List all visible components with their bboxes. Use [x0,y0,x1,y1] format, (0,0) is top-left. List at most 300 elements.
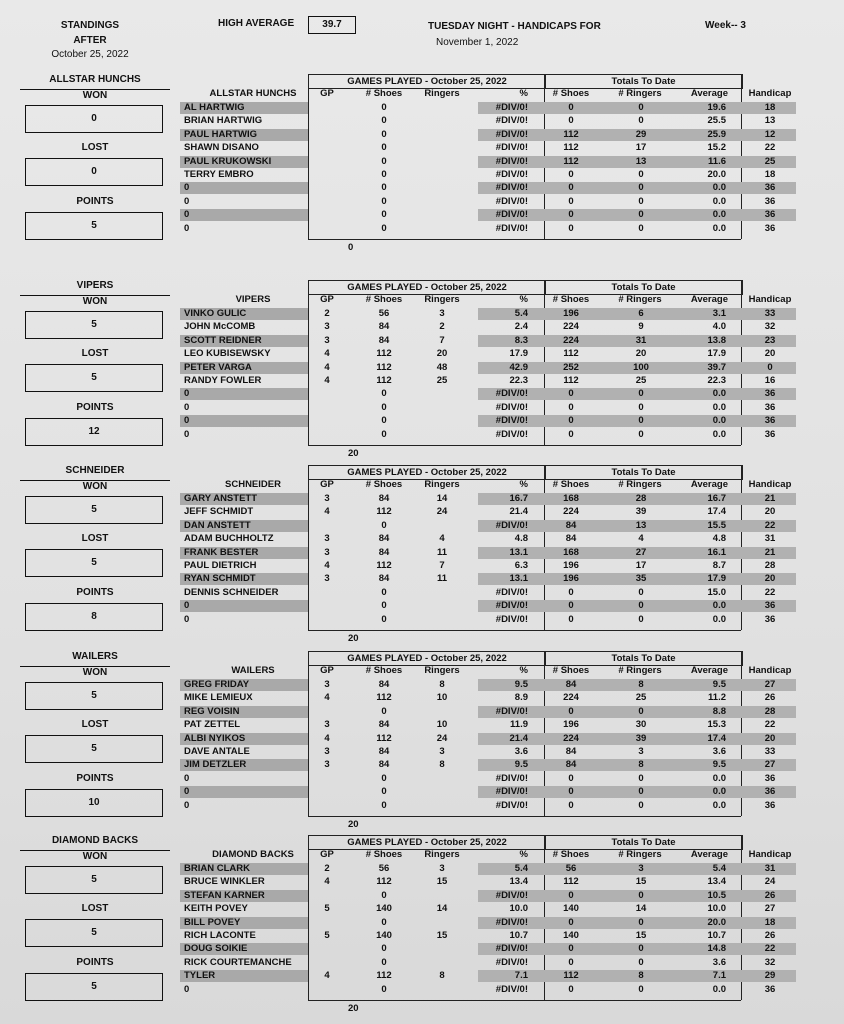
team-name-header: SCHNEIDER [225,479,281,490]
total-ringers-cell: 15 [635,876,647,888]
percent-cell: #DIV/0! [495,209,528,221]
shoes-cell: 112 [376,361,392,373]
player-name: DAN ANSTETT [184,519,251,531]
total-shoes-cell: 0 [568,943,574,955]
games-played-cell: 4 [324,732,330,744]
shoes-cell: 0 [381,956,387,968]
handicap-cell: 20 [764,732,776,744]
total-ringers-cell: 0 [638,182,644,194]
table-row [180,505,798,518]
team-stats-table [180,280,798,446]
total-shoes-cell: 140 [563,930,579,941]
ringers-cell: 24 [436,732,448,744]
percent-cell: 13.1 [509,573,528,585]
total-ringers-cell: 9 [638,321,644,333]
total-ringers-cell: 39 [635,506,647,518]
games-played-cell: 3 [324,573,330,585]
table-row [180,492,798,505]
table-row [180,195,798,208]
total-shoes-cell: 112 [563,876,579,888]
team-section [0,835,844,1015]
percent-cell: #DIV/0! [495,115,528,127]
totals-to-date-header: Totals To Date [544,74,743,89]
col-total-shoes-header: # Shoes [552,88,590,99]
player-name: GARY ANSTETT [184,493,258,504]
total-ringers-cell: 0 [638,388,644,400]
average-cell: 17.9 [707,348,726,360]
average-cell: 0.0 [712,613,726,625]
totals-to-date-header: Totals To Date [544,465,743,480]
totals-to-date-header: Totals To Date [544,280,743,295]
handicap-cell: 20 [764,348,776,360]
team-total-ringers: 20 [348,819,359,830]
games-played-cell: 4 [324,560,330,571]
total-ringers-cell: 0 [638,799,644,811]
total-ringers-cell: 0 [638,428,644,440]
team-total-ringers: 0 [348,242,354,253]
average-cell: 0.0 [712,222,726,234]
table-row [180,691,798,704]
total-ringers-cell: 4 [638,533,644,545]
total-shoes-cell: 0 [568,600,574,612]
average-cell: 39.7 [707,361,726,373]
ringers-cell: 3 [439,308,445,319]
player-name: TERRY EMBRO [184,169,254,180]
total-ringers-cell: 0 [638,415,644,427]
total-ringers-cell: 0 [638,586,644,598]
average-cell: 22.3 [707,375,726,386]
percent-cell: #DIV/0! [495,956,528,968]
average-cell: 3.6 [712,956,726,968]
handicap-cell: 36 [764,401,776,413]
percent-cell: #DIV/0! [495,983,528,995]
table-row [180,902,798,915]
grid-line [308,816,544,817]
total-ringers-cell: 0 [638,169,644,180]
table-row [180,519,798,532]
handicap-cell: 32 [764,321,776,333]
percent-cell: #DIV/0! [495,182,528,194]
handicap-cell: 22 [764,519,776,531]
shoes-cell: 0 [381,600,387,612]
team-name-left: SCHNEIDER [65,465,125,476]
table-row [180,875,798,888]
won-value: 5 [25,866,163,894]
shoes-cell: 0 [381,519,387,531]
handicap-cell: 36 [764,799,776,811]
shoes-cell: 112 [376,348,392,360]
handicap-cell: 36 [764,388,776,400]
player-name: 0 [184,415,190,427]
shoes-cell: 112 [376,732,392,744]
total-shoes-cell: 196 [563,573,579,585]
total-ringers-cell: 17 [635,142,647,154]
player-name: SCOTT REIDNER [184,334,262,346]
average-cell: 20.0 [707,169,726,180]
player-name: MIKE LEMIEUX [184,692,253,704]
handicap-cell: 36 [764,786,776,798]
player-name: 0 [184,222,190,234]
ringers-cell: 3 [439,863,445,874]
shoes-cell: 0 [381,128,387,140]
player-name: BRIAN HARTWIG [184,115,263,127]
table-row [180,128,798,141]
average-cell: 14.8 [707,943,726,955]
lost-value: 5 [25,549,163,577]
table-row [180,969,798,982]
percent-cell: #DIV/0! [495,889,528,901]
total-ringers-cell: 0 [638,222,644,234]
player-name: PAUL HARTWIG [184,128,258,140]
total-ringers-cell: 14 [635,903,647,915]
player-name: VINKO GULIC [184,308,247,319]
table-row [180,141,798,154]
team-record-panel [20,74,170,244]
team-stats-table [180,835,798,1001]
col-pct-header: % [519,479,528,490]
grid-line [544,816,741,817]
average-cell: 17.9 [707,573,726,585]
table-row [180,956,798,969]
table-row [180,772,798,785]
shoes-cell: 0 [381,983,387,995]
team-name-left: VIPERS [76,280,114,291]
grid-line [308,445,544,446]
total-ringers-cell: 0 [638,102,644,113]
shoes-cell: 0 [381,916,387,928]
total-shoes-cell: 84 [565,519,577,531]
shoes-cell: 0 [381,772,387,784]
handicap-cell: 36 [764,983,776,995]
col-average-header: Average [690,294,728,305]
ringers-cell: 24 [436,506,448,518]
col-handicap-header: Handicap [748,665,792,676]
won-label: WON [82,667,108,678]
player-name: BRIAN CLARK [184,863,250,874]
shoes-cell: 0 [381,401,387,413]
standings-header [35,20,145,61]
col-pct-header: % [519,665,528,676]
handicap-cell: 32 [764,956,776,968]
team-section [0,74,844,254]
lost-value: 5 [25,735,163,763]
total-ringers-cell: 0 [638,209,644,221]
games-played-cell: 4 [324,361,330,373]
handicap-cell: 22 [764,719,776,731]
average-cell: 3.1 [712,308,726,319]
page-title: TUESDAY NIGHT - HANDICAPS FOR [428,21,601,32]
col-handicap-header: Handicap [748,479,792,490]
table-row [180,613,798,626]
games-played-cell: 3 [324,493,330,504]
handicap-cell: 31 [764,533,776,545]
average-cell: 0.0 [712,600,726,612]
player-name: DAVE ANTALE [184,746,250,757]
percent-cell: #DIV/0! [495,772,528,784]
points-value: 8 [25,603,163,631]
total-shoes-cell: 84 [565,533,577,545]
shoes-cell: 0 [381,943,387,955]
col-pct-header: % [519,849,528,860]
total-shoes-cell: 112 [563,142,579,154]
average-cell: 3.6 [712,746,726,757]
percent-cell: #DIV/0! [495,102,528,113]
player-name: 0 [184,401,190,413]
player-name: 0 [184,388,190,400]
total-ringers-cell: 17 [635,560,647,571]
total-shoes-cell: 0 [568,222,574,234]
total-shoes-cell: 0 [568,983,574,995]
handicap-cell: 21 [764,493,776,504]
team-stats-table [180,74,798,240]
won-label: WON [82,851,108,862]
handicap-cell: 18 [764,916,776,928]
player-name: JIM DETZLER [184,759,247,771]
lost-label: LOST [81,903,109,914]
total-shoes-cell: 168 [563,546,579,558]
ringers-cell: 14 [436,493,448,504]
col-pct-header: % [519,294,528,305]
total-shoes-cell: 84 [565,746,577,757]
percent-cell: #DIV/0! [495,155,528,167]
ringers-cell: 8 [439,970,445,982]
player-name: STEFAN KARNER [184,889,265,901]
table-row [180,718,798,731]
handicap-cell: 27 [764,759,776,771]
table-row [180,862,798,875]
player-name: FRANK BESTER [184,546,259,558]
col-ringers-header: Ringers [424,479,460,490]
col-shoes-header: # Shoes [365,479,403,490]
percent-cell: #DIV/0! [495,799,528,811]
table-row [180,361,798,374]
table-row [180,532,798,545]
total-shoes-cell: 196 [563,308,579,319]
ringers-cell: 20 [436,348,448,360]
team-total-ringers: 20 [348,1003,359,1014]
lost-value: 5 [25,364,163,392]
average-cell: 0.0 [712,195,726,207]
col-shoes-header: # Shoes [365,849,403,860]
total-shoes-cell: 196 [563,719,579,731]
col-total-ringers-header: # Ringers [618,88,662,99]
handicap-cell: 16 [764,375,776,386]
percent-cell: 5.4 [514,863,528,874]
player-name: LEO KUBISEWSKY [184,348,271,360]
col-total-shoes-header: # Shoes [552,294,590,305]
col-average-header: Average [690,665,728,676]
table-row [180,916,798,929]
shoes-cell: 84 [378,493,390,504]
shoes-cell: 0 [381,222,387,234]
shoes-cell: 0 [381,586,387,598]
handicap-cell: 22 [764,142,776,154]
total-ringers-cell: 0 [638,786,644,798]
shoes-cell: 112 [376,375,392,386]
col-gp-header: GP [320,665,334,676]
shoes-cell: 112 [376,970,392,982]
total-shoes-cell: 140 [563,903,579,915]
col-handicap-header: Handicap [748,294,792,305]
handicap-cell: 31 [764,863,776,874]
table-row [180,889,798,902]
table-row [180,929,798,942]
col-total-shoes-header: # Shoes [552,849,590,860]
average-cell: 11.2 [708,692,726,704]
team-name-header: ALLSTAR HUNCHS [209,88,297,99]
games-played-header: GAMES PLAYED - October 25, 2022 [308,835,546,850]
games-played-cell: 4 [324,692,330,704]
col-gp-header: GP [320,294,334,305]
total-ringers-cell: 15 [635,930,647,941]
shoes-cell: 0 [381,786,387,798]
total-ringers-cell: 0 [638,613,644,625]
table-row [180,599,798,612]
total-ringers-cell: 0 [638,772,644,784]
total-shoes-cell: 0 [568,401,574,413]
points-label: POINTS [76,957,114,968]
shoes-cell: 0 [381,889,387,901]
points-value: 5 [25,212,163,240]
col-shoes-header: # Shoes [365,88,403,99]
team-record-panel [20,651,170,821]
player-name: 0 [184,983,190,995]
player-name: JEFF SCHMIDT [184,506,254,518]
shoes-cell: 84 [378,719,390,731]
percent-cell: #DIV/0! [495,586,528,598]
percent-cell: #DIV/0! [495,142,528,154]
table-row [180,559,798,572]
handicap-cell: 21 [764,546,776,558]
ringers-cell: 25 [436,375,448,386]
player-name: 0 [184,428,190,440]
total-ringers-cell: 31 [635,334,647,346]
col-total-ringers-header: # Ringers [618,294,662,305]
total-ringers-cell: 13 [635,519,647,531]
total-ringers-cell: 8 [638,970,644,982]
table-row [180,586,798,599]
col-ringers-header: Ringers [424,88,460,99]
shoes-cell: 112 [376,876,392,888]
won-label: WON [82,90,108,101]
percent-cell: 3.6 [514,746,528,757]
lost-label: LOST [81,533,109,544]
team-section [0,280,844,460]
player-name: RICK COURTEMANCHE [184,956,292,968]
col-average-header: Average [690,88,728,99]
player-name: REG VOISIN [184,705,240,717]
games-played-cell: 2 [324,863,330,874]
handicap-cell: 36 [764,613,776,625]
col-gp-header: GP [320,479,334,490]
table-row [180,745,798,758]
percent-cell: 42.9 [509,361,528,373]
percent-cell: 4.8 [514,533,528,545]
team-record-panel [20,465,170,635]
average-cell: 8.8 [712,705,726,717]
ringers-cell: 7 [439,334,445,346]
handicap-cell: 36 [764,772,776,784]
total-shoes-cell: 0 [568,209,574,221]
handicap-cell: 28 [764,705,776,717]
team-total-ringers: 20 [348,633,359,644]
total-ringers-cell: 0 [638,401,644,413]
average-cell: 0.0 [712,415,726,427]
table-row [180,347,798,360]
average-cell: 11.6 [708,155,726,167]
player-name: DOUG SOIKIE [184,943,248,955]
handicap-cell: 36 [764,428,776,440]
shoes-cell: 84 [378,759,390,771]
table-row [180,374,798,387]
handicap-cell: 27 [764,679,776,690]
percent-cell: #DIV/0! [495,916,528,928]
table-row [180,572,798,585]
total-ringers-cell: 39 [635,732,647,744]
points-value: 10 [25,789,163,817]
percent-cell: 5.4 [514,308,528,319]
table-row [180,181,798,194]
table-row [180,320,798,333]
team-name-header: VIPERS [235,294,271,305]
table-row [180,428,798,441]
col-average-header: Average [690,479,728,490]
average-cell: 9.5 [712,759,726,771]
ringers-cell: 4 [439,533,445,545]
percent-cell: #DIV/0! [495,128,528,140]
team-stats-table [180,651,798,817]
average-cell: 17.4 [707,506,726,518]
player-name: PETER VARGA [184,361,252,373]
team-section [0,465,844,645]
handicap-cell: 25 [764,155,776,167]
table-row [180,414,798,427]
page-date: November 1, 2022 [436,37,519,48]
percent-cell: #DIV/0! [495,786,528,798]
percent-cell: 6.3 [514,560,528,571]
shoes-cell: 140 [376,930,392,941]
player-name: ALBI NYIKOS [184,732,246,744]
table-row [180,155,798,168]
average-cell: 0.0 [712,786,726,798]
percent-cell: #DIV/0! [495,415,528,427]
total-ringers-cell: 0 [638,943,644,955]
percent-cell: #DIV/0! [495,222,528,234]
shoes-cell: 84 [378,533,390,545]
average-cell: 0.0 [712,182,726,194]
grid-line [544,630,741,631]
total-ringers-cell: 8 [638,759,644,771]
shoes-cell: 0 [381,209,387,221]
total-ringers-cell: 6 [638,308,644,319]
team-name-left: DIAMOND BACKS [51,835,139,846]
handicap-cell: 0 [767,361,773,373]
average-cell: 13.8 [707,334,726,346]
percent-cell: 21.4 [509,732,528,744]
table-row [180,334,798,347]
average-cell: 16.1 [707,546,726,558]
handicap-cell: 36 [764,182,776,194]
won-value: 5 [25,682,163,710]
total-shoes-cell: 224 [563,334,579,346]
total-ringers-cell: 0 [638,983,644,995]
handicap-cell: 28 [764,560,776,571]
games-played-cell: 5 [324,930,330,941]
points-label: POINTS [76,196,114,207]
percent-cell: 17.9 [509,348,528,360]
average-cell: 0.0 [712,983,726,995]
won-label: WON [82,296,108,307]
